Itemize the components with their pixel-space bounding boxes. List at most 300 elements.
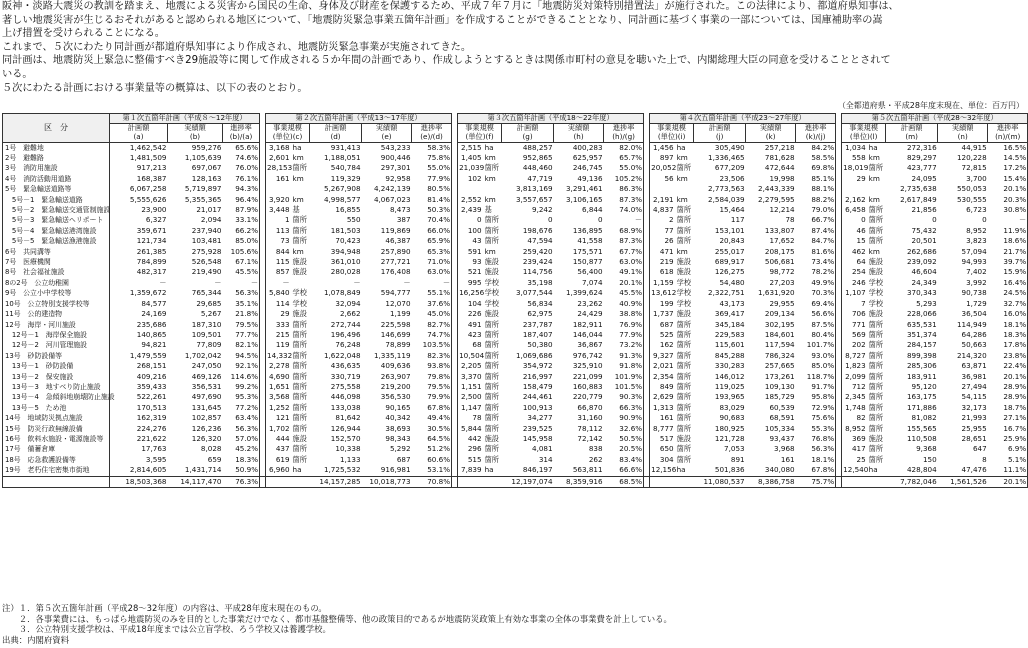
- unit-cell: 箇所: [292, 236, 307, 246]
- value-cell: 57,094: [961, 246, 987, 256]
- value-cell: 69.8%: [796, 163, 836, 173]
- value-cell: 3,968: [774, 444, 795, 454]
- value-cell: 1,631,920: [758, 288, 795, 298]
- value-cell: 2,735,638: [900, 184, 937, 194]
- value-cell: 69.4%: [796, 299, 836, 309]
- value-cell: 65.6%: [223, 142, 260, 153]
- note-line: ３．公立特別支援学校は、平成18年度までは公立盲学校、ろう学校又は養護学校。: [2, 624, 331, 635]
- unit-cell: 箇所: [292, 329, 307, 339]
- scale-cell: 1,252: [266, 403, 291, 413]
- value-cell: 88.1%: [796, 184, 836, 194]
- scale-cell: [458, 184, 483, 194]
- scale-cell: 1,159: [650, 278, 675, 288]
- value-cell: 428,804: [906, 465, 937, 475]
- sub-header: 事業規模 (単位)(l): [842, 123, 886, 142]
- value-cell: 259,420: [522, 246, 553, 256]
- value-cell: 917,213: [136, 163, 167, 173]
- value-cell: 20.1%: [988, 184, 1028, 194]
- value-cell: 497,690: [191, 392, 222, 402]
- value-cell: 110,508: [906, 433, 937, 443]
- scale-cell: 26: [650, 236, 675, 246]
- unit-cell: 箇所: [484, 392, 499, 402]
- value-cell: 36,981: [961, 371, 987, 381]
- value-cell: 550,053: [956, 184, 987, 194]
- row-label: 12号－2 河川管理施設: [3, 340, 110, 350]
- unit-cell: 学校: [484, 298, 499, 308]
- unit-cell: km: [868, 246, 880, 256]
- value-cell: 28.9%: [988, 382, 1028, 392]
- value-cell: 86.3%: [604, 184, 644, 194]
- value-cell: 16.4%: [988, 278, 1028, 288]
- value-cell: 84,577: [141, 298, 167, 308]
- value-cell: 74.6%: [223, 153, 260, 163]
- unit-cell: 箇所: [484, 402, 499, 412]
- value-cell: 184,601: [764, 329, 795, 339]
- value-cell: 2,814,605: [129, 465, 167, 475]
- value-cell: 32.7%: [988, 299, 1028, 309]
- sub-header: 進捗率 (k)/(j): [796, 123, 836, 142]
- scale-cell: 442: [458, 434, 483, 444]
- unit-cell: 施設: [868, 309, 884, 319]
- value-cell: 255,017: [714, 246, 745, 256]
- scale-cell: 93: [458, 257, 483, 267]
- unit-cell: 箇所: [292, 413, 307, 423]
- unit-cell: 箇所: [292, 444, 307, 454]
- value-cell: 50,663: [961, 340, 987, 350]
- value-cell: 4,067,023: [373, 194, 411, 204]
- unit-cell: 学校: [292, 298, 307, 308]
- value-cell: 133,038: [330, 402, 361, 412]
- value-cell: 67.1%: [223, 257, 260, 267]
- unit-cell: 箇所: [868, 225, 884, 235]
- scale-cell: 2,345: [842, 392, 867, 402]
- value-cell: 530,555: [956, 194, 987, 204]
- period-header: 第４次五箇年計画（平成23〜27年度）: [650, 114, 836, 124]
- value-cell: 36,504: [961, 309, 987, 319]
- scale-cell: 1: [266, 215, 291, 225]
- unit-cell: 箇所: [676, 361, 692, 371]
- value-cell: 5,292: [389, 444, 411, 454]
- value-cell: 57.0%: [223, 434, 260, 444]
- value-cell: 79.5%: [412, 382, 452, 392]
- scale-cell: 2,500: [458, 392, 483, 402]
- unit-cell: km: [868, 173, 880, 183]
- row-label: 13号－4 急傾斜地崩壊防止施設: [3, 392, 110, 402]
- value-cell: 49.9%: [796, 278, 836, 288]
- value-cell: 209,134: [764, 309, 795, 319]
- value-cell: 23,262: [577, 298, 603, 308]
- value-cell: 4,998,577: [323, 194, 361, 204]
- value-cell: 33.1%: [223, 215, 260, 225]
- unit-cell: 施設: [868, 257, 884, 267]
- unit-cell: 箇所: [676, 444, 692, 454]
- value-cell: 81.4%: [412, 195, 452, 205]
- value-cell: 27,494: [961, 381, 987, 391]
- value-cell: 18.1%: [988, 320, 1028, 330]
- value-cell: 14,117,470: [168, 476, 223, 487]
- value-cell: 1,078,849: [323, 288, 361, 298]
- scale-cell: 417: [842, 444, 867, 454]
- row-label: 15号 防災行政無線設備: [3, 424, 110, 434]
- scale-cell: 771: [842, 320, 867, 330]
- value-cell: 6.9%: [988, 444, 1028, 454]
- unit-cell: [675, 476, 694, 487]
- value-cell: 35,198: [527, 277, 553, 287]
- value-cell: －: [604, 215, 644, 225]
- table-row: [3, 174, 1028, 184]
- value-cell: 46,604: [911, 267, 937, 277]
- unit-cell: km: [292, 246, 304, 256]
- value-cell: 1,133: [339, 454, 361, 464]
- value-cell: 647: [972, 444, 987, 454]
- scale-cell: 161: [650, 413, 675, 423]
- value-cell: 28,651: [961, 433, 987, 443]
- row-label: 4号 消防活動用道路: [3, 174, 110, 184]
- unit-cell: 箇所: [676, 350, 692, 360]
- table-row: [3, 288, 1028, 298]
- value-cell: 81.6%: [796, 247, 836, 257]
- scale-cell: 437: [266, 444, 291, 454]
- value-cell: 109,130: [764, 381, 795, 391]
- table-row: [3, 392, 1028, 402]
- value-cell: 16.5%: [988, 142, 1028, 153]
- value-cell: 356,530: [380, 392, 411, 402]
- value-cell: 12,070: [385, 298, 411, 308]
- unit-cell: 箇所: [676, 454, 692, 464]
- value-cell: 330,283: [714, 361, 745, 371]
- value-cell: 550: [346, 215, 361, 225]
- value-cell: 66.3%: [604, 403, 644, 413]
- scale-cell: 8,777: [650, 424, 675, 434]
- value-cell: 87.9%: [223, 205, 260, 215]
- value-cell: 369,417: [714, 309, 745, 319]
- value-cell: 47,719: [527, 173, 553, 183]
- value-cell: 272,744: [330, 319, 361, 329]
- scale-cell: 1,748: [842, 403, 867, 413]
- table-row: [3, 351, 1028, 361]
- value-cell: 3,077,544: [515, 288, 553, 298]
- value-cell: 409,636: [380, 361, 411, 371]
- scale-cell: 64: [842, 257, 867, 267]
- scale-cell: 0: [458, 215, 483, 225]
- unit-cell: 箇所: [868, 381, 884, 391]
- unit-cell: 箇所: [868, 350, 884, 360]
- scale-cell: 43: [458, 236, 483, 246]
- value-cell: 79.9%: [412, 392, 452, 402]
- unit-cell: 学校: [484, 277, 499, 287]
- scale-cell: [266, 184, 291, 194]
- value-cell: 625,957: [572, 153, 603, 162]
- value-cell: 30.8%: [988, 205, 1028, 215]
- unit-cell: 箇所: [676, 392, 692, 402]
- unit-cell: 箇所: [868, 340, 884, 350]
- unit-cell: [483, 184, 502, 194]
- value-cell: 3,813,169: [515, 184, 553, 194]
- unit-cell: 学校: [484, 288, 499, 298]
- value-cell: 65.9%: [412, 236, 452, 246]
- sub-header: 進捗率 (e)/(d): [412, 123, 452, 142]
- unit-cell: 施設: [676, 309, 692, 319]
- value-cell: 114,949: [956, 319, 987, 329]
- value-cell: 2,322,751: [708, 288, 745, 298]
- scale-cell: 517: [650, 434, 675, 444]
- unit-cell: 箇所: [868, 329, 884, 339]
- value-cell: 85.0%: [223, 236, 260, 246]
- sub-header: 進捗率 (b)/(a): [223, 123, 260, 142]
- value-cell: 70.4%: [412, 215, 452, 225]
- unit-cell: 箇所: [484, 319, 499, 329]
- value-cell: 171,886: [906, 402, 937, 412]
- value-cell: 4,242,139: [373, 184, 411, 194]
- scale-cell: 491: [458, 320, 483, 330]
- value-cell: 20,501: [911, 236, 937, 246]
- value-cell: 3,595: [145, 454, 167, 464]
- value-cell: 49,136: [577, 173, 603, 183]
- value-cell: 12,197,074: [502, 476, 554, 487]
- value-cell: 16,855: [335, 205, 361, 215]
- table-row: [3, 309, 1028, 319]
- unit-cell: [867, 184, 886, 194]
- table-row: [3, 267, 1028, 277]
- sub-header: 事業規模 (単位)(f): [458, 123, 502, 142]
- value-cell: 90,738: [961, 288, 987, 298]
- note-line: 注）１．第５次五箇年計画（平成28〜32年度）の内容は、平成28年度末現在のもの。: [2, 603, 327, 613]
- value-cell: 16.7%: [988, 424, 1028, 434]
- value-cell: 8,473: [389, 205, 411, 215]
- unit-cell: 施設: [676, 433, 692, 443]
- scale-cell: 558: [842, 153, 867, 163]
- value-cell: 261,385: [136, 246, 167, 256]
- sub-header: 事業規模 (単位)(c): [266, 123, 310, 142]
- value-cell: 41,558: [577, 236, 603, 246]
- value-cell: 146,012: [714, 371, 745, 381]
- value-cell: 150,877: [572, 257, 603, 267]
- unit-cell: 施設: [292, 257, 307, 267]
- intro-line: 著しい地震災害が生じるおそれがあると認められる地区について、「地震防災緊急事業五箇年計画」を作成することができることとなり、同計画に基づく事業の一部については、国庫補助率の嵩: [2, 14, 883, 26]
- value-cell: 229,583: [714, 329, 745, 339]
- value-cell: 35.1%: [223, 299, 260, 309]
- table-row: [3, 361, 1028, 371]
- value-cell: 105,334: [764, 423, 795, 433]
- scale-cell: 333: [266, 320, 291, 330]
- scale-cell: 712: [842, 382, 867, 392]
- value-cell: －: [214, 277, 222, 287]
- value-cell: 899,398: [906, 350, 937, 360]
- value-cell: 359,433: [136, 381, 167, 391]
- unit-note: （全都道府県・平成28年度末現在、単位：百万円）: [837, 101, 1024, 110]
- scale-cell: 162: [650, 340, 675, 350]
- scale-cell: 15: [842, 236, 867, 246]
- value-cell: 82.7%: [412, 320, 452, 330]
- value-cell: 448,460: [522, 163, 553, 173]
- value-cell: 305,490: [714, 142, 745, 152]
- unit-cell: 基: [484, 205, 492, 215]
- period-header: 第１次五箇年計画（平成８〜12年度）: [110, 114, 260, 124]
- unit-cell: 箇所: [292, 319, 307, 329]
- value-cell: 50.3%: [412, 205, 452, 215]
- row-label: 18号 応急救護設備等: [3, 455, 110, 465]
- value-cell: 85.1%: [796, 174, 836, 184]
- value-cell: 79.5%: [223, 320, 260, 330]
- value-cell: 2,443,339: [758, 184, 795, 194]
- value-cell: 170,513: [136, 402, 167, 412]
- value-cell: 94.3%: [223, 184, 260, 194]
- value-cell: 78,899: [385, 340, 411, 350]
- value-cell: 5,719,897: [184, 184, 222, 194]
- unit-cell: 箇所: [868, 392, 884, 402]
- value-cell: 325,910: [572, 361, 603, 371]
- unit-cell: 箇所: [292, 454, 307, 464]
- value-cell: 19,998: [769, 173, 795, 183]
- value-cell: 400,283: [572, 142, 603, 152]
- value-cell: 187,310: [191, 319, 222, 329]
- scale-cell: 4,690: [266, 372, 291, 382]
- value-cell: 1,479,559: [129, 350, 167, 360]
- value-cell: 118.7%: [796, 372, 836, 382]
- value-cell: 72.9%: [796, 403, 836, 413]
- scale-cell: 2,354: [650, 372, 675, 382]
- value-cell: 146,044: [572, 329, 603, 339]
- unit-cell: 箇所: [676, 413, 692, 423]
- value-cell: 158,479: [522, 381, 553, 391]
- sub-header: 実績額 (b): [168, 123, 223, 142]
- scale-cell: 650: [650, 444, 675, 454]
- value-cell: 8,952: [966, 225, 987, 235]
- value-cell: 58.3%: [412, 142, 452, 153]
- value-cell: 56,834: [527, 298, 553, 308]
- value-cell: －: [412, 278, 452, 288]
- unit-cell: 箇所: [676, 215, 692, 225]
- value-cell: 38,693: [385, 423, 411, 433]
- value-cell: 8,359,916: [554, 476, 604, 487]
- sub-header: 事業規模 (単位)(i): [650, 123, 694, 142]
- unit-cell: 施設: [292, 267, 307, 277]
- sub-header: 計画額 (j): [694, 123, 746, 142]
- scale-cell: 0: [842, 215, 867, 225]
- unit-cell: 箇所: [484, 381, 499, 391]
- value-cell: 55.1%: [412, 288, 452, 298]
- value-cell: 105.6%: [223, 247, 260, 257]
- value-cell: 277,721: [380, 257, 411, 267]
- scale-cell: 9,327: [650, 351, 675, 361]
- scale-cell: 215: [266, 330, 291, 340]
- value-cell: 91.8%: [604, 361, 644, 371]
- value-cell: 168,387: [136, 173, 167, 183]
- unit-cell: 施設: [868, 267, 884, 277]
- value-cell: 469,126: [191, 371, 222, 381]
- value-cell: 91.7%: [796, 382, 836, 392]
- unit-cell: 箇所: [484, 413, 499, 423]
- value-cell: 75,432: [911, 225, 937, 235]
- value-cell: 70.3%: [796, 288, 836, 298]
- value-cell: 182,911: [572, 319, 603, 329]
- value-cell: 145,958: [522, 433, 553, 443]
- unit-cell: 箇所: [676, 163, 692, 173]
- scale-cell: 7: [842, 299, 867, 309]
- value-cell: 5,267,908: [323, 184, 361, 194]
- value-cell: 153,101: [714, 225, 745, 235]
- unit-cell: ha: [292, 465, 302, 475]
- value-cell: 79.0%: [796, 205, 836, 215]
- unit-cell: 箇所: [292, 423, 307, 433]
- value-cell: 5,355,365: [184, 194, 222, 204]
- value-cell: 219,490: [191, 267, 222, 277]
- value-cell: －: [159, 277, 167, 287]
- scale-cell: 8,952: [842, 424, 867, 434]
- unit-cell: ha: [676, 142, 686, 152]
- unit-cell: 箇所: [868, 361, 884, 371]
- unit-cell: 箇所: [868, 444, 884, 454]
- table-row: [3, 205, 1028, 215]
- scale-cell: 471: [650, 247, 675, 257]
- scale-cell: 857: [266, 267, 291, 277]
- unit-cell: 箇所: [868, 163, 884, 173]
- unit-cell: 箇所: [292, 381, 307, 391]
- value-cell: 1,481,509: [129, 153, 167, 162]
- unit-cell: 箇所: [676, 340, 692, 350]
- unit-cell: [291, 476, 310, 487]
- unit-cell: km: [868, 153, 880, 162]
- scale-cell: 5,840: [266, 288, 291, 298]
- value-cell: 330,719: [330, 371, 361, 381]
- value-cell: 163,175: [906, 392, 937, 402]
- unit-cell: 箇所: [484, 163, 499, 173]
- unit-cell: 箇所: [868, 215, 884, 225]
- value-cell: 1,336,465: [708, 153, 745, 162]
- value-cell: 846,197: [522, 465, 553, 475]
- unit-cell: 学校: [676, 288, 692, 298]
- table-row: [3, 372, 1028, 382]
- value-cell: 55.0%: [604, 163, 644, 173]
- value-cell: 3,823: [966, 236, 987, 246]
- value-cell: 79.8%: [412, 372, 452, 382]
- value-cell: 2,662: [339, 309, 361, 319]
- value-cell: 891: [730, 454, 745, 464]
- table-row: [3, 257, 1028, 267]
- value-cell: 9,242: [532, 205, 553, 215]
- scale-cell: 304: [650, 455, 675, 465]
- row-label: 13号－3 地すべり防止施設: [3, 382, 110, 392]
- value-cell: 74.0%: [604, 205, 644, 215]
- value-cell: 121,728: [714, 433, 745, 443]
- value-cell: 183,911: [906, 371, 937, 381]
- scale-cell: 56: [650, 174, 675, 184]
- value-cell: －: [223, 278, 260, 288]
- unit-cell: km: [676, 246, 688, 256]
- value-cell: 75.7%: [796, 476, 836, 487]
- value-cell: 24.5%: [988, 288, 1028, 298]
- value-cell: 76.1%: [223, 174, 260, 184]
- value-cell: 1,431,714: [184, 465, 222, 475]
- value-cell: 635,531: [906, 319, 937, 329]
- value-cell: 50.5%: [604, 434, 644, 444]
- value-cell: 7,053: [724, 444, 745, 454]
- value-cell: 765,344: [191, 288, 222, 298]
- value-cell: 29,685: [196, 298, 222, 308]
- unit-cell: 箇所: [676, 371, 692, 381]
- scale-cell: 897: [650, 153, 675, 163]
- scale-cell: 3,920: [266, 195, 291, 205]
- row-label: 5号－2 緊急輸送交通管制施設: [3, 205, 110, 215]
- scale-cell: 1,405: [458, 153, 483, 163]
- scale-cell: 2,099: [842, 372, 867, 382]
- value-cell: 262,686: [906, 246, 937, 256]
- table-row: [3, 299, 1028, 309]
- value-cell: 219,200: [380, 381, 411, 391]
- value-cell: 24,169: [141, 309, 167, 319]
- unit-cell: 学校: [292, 288, 307, 298]
- scale-cell: [650, 476, 675, 487]
